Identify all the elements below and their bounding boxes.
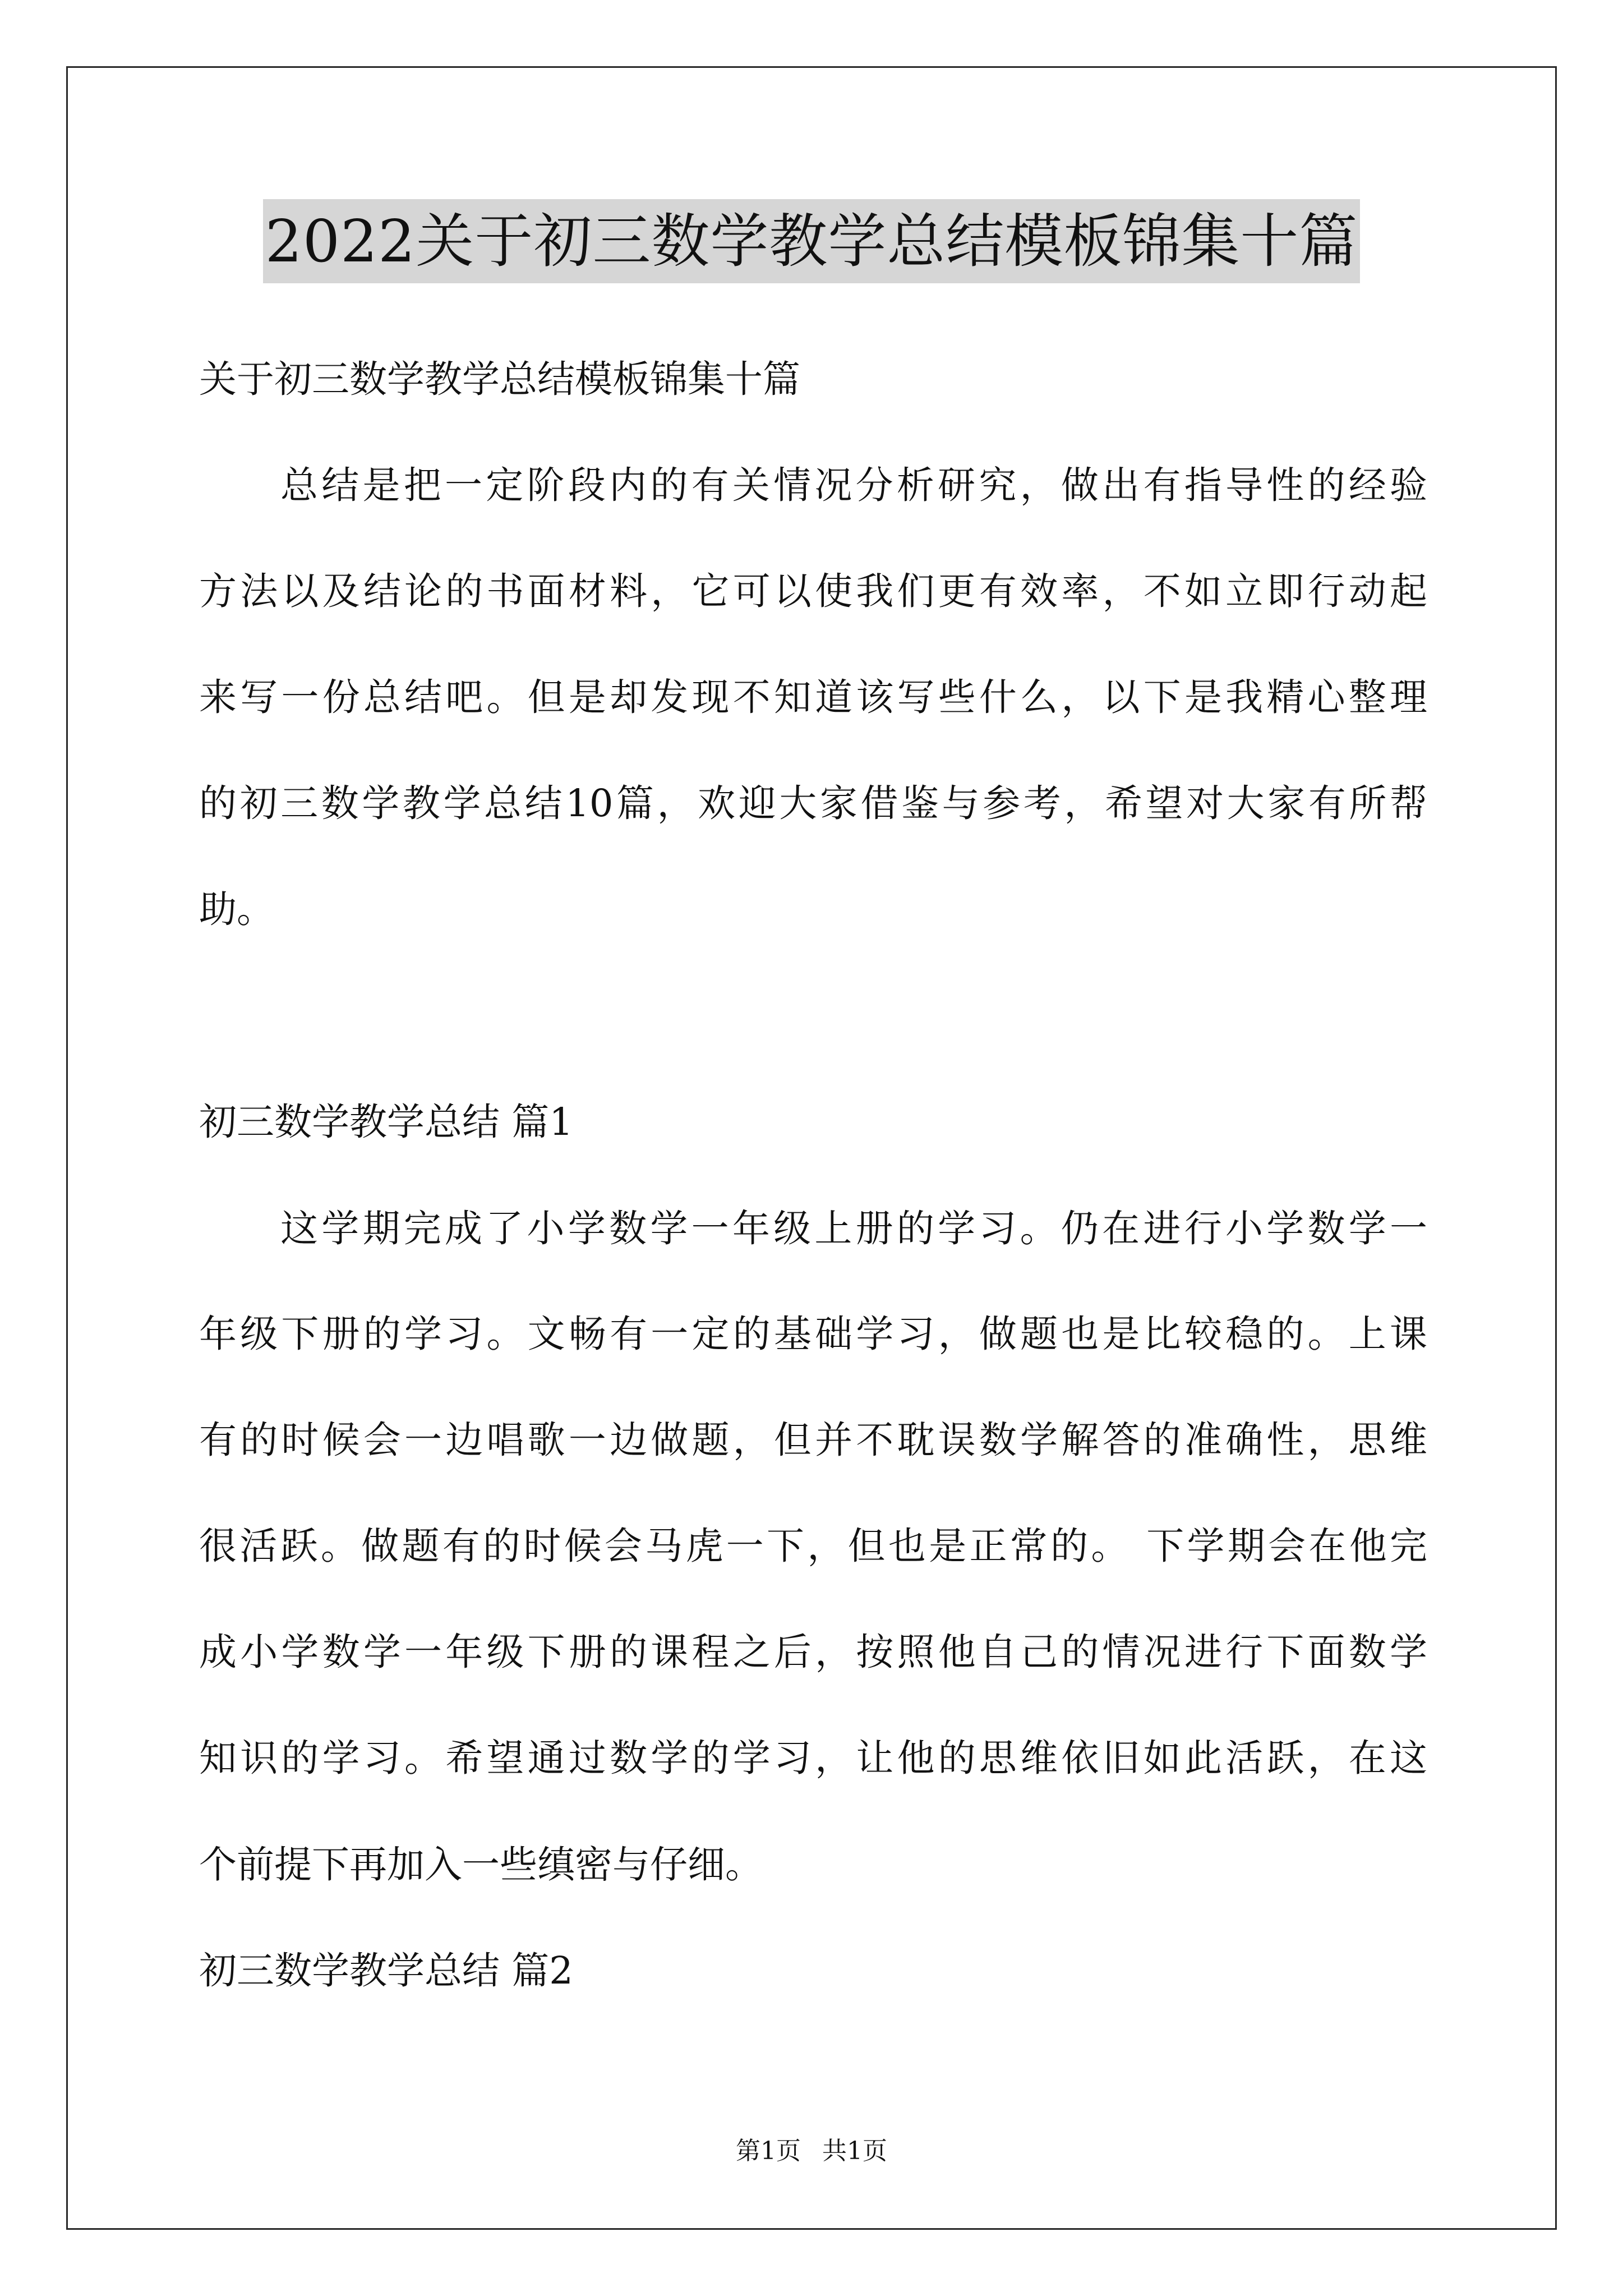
title-container [0,199,1623,283]
intro-line-5: 助。 [199,887,274,931]
page-footer [0,2134,1623,2168]
page-number: 第1页 [736,2137,801,2165]
section-1-line-1: 这学期完成了小学数学一年级上册的学习。仍在进行小学数学一 [280,1207,1427,1250]
subtitle: 关于初三数学教学总结模板锦集十篇 [199,357,800,401]
section-1-line-6: 知识的学习。希望通过数学的学习，让他的思维依旧如此活跃，在这 [199,1736,1427,1780]
intro-line-3: 来写一份总结吧。但是却发现不知道该写些什么，以下是我精心整理 [199,675,1427,719]
intro-line-4: 的初三数学教学总结10篇，欢迎大家借鉴与参考，希望对大家有所帮 [199,781,1427,825]
page-total: 共1页 [822,2137,887,2165]
section-1-line-5: 成小学数学一年级下册的课程之后，按照他自己的情况进行下面数学 [199,1630,1427,1674]
section-1-line-4: 很活跃。做题有的时候会马虎一下，但也是正常的。 下学期会在他完 [199,1524,1427,1568]
intro-line-1: 总结是把一定阶段内的有关情况分析研究，做出有指导性的经验 [280,463,1427,507]
document-title: 2022关于初三数学教学总结模板锦集十篇 [263,199,1361,283]
section-1-line-7: 个前提下再加入一些缜密与仔细。 [199,1843,763,1887]
section-2-heading: 初三数学教学总结 篇2 [199,1949,573,1993]
section-1-heading: 初三数学教学总结 篇1 [199,1100,573,1144]
section-1-line-2: 年级下册的学习。文畅有一定的基础学习，做题也是比较稳的。上课 [199,1312,1427,1356]
intro-line-2: 方法以及结论的书面材料，它可以使我们更有效率，不如立即行动起 [199,569,1427,613]
section-1-line-3: 有的时候会一边唱歌一边做题，但并不耽误数学解答的准确性，思维 [199,1418,1427,1462]
